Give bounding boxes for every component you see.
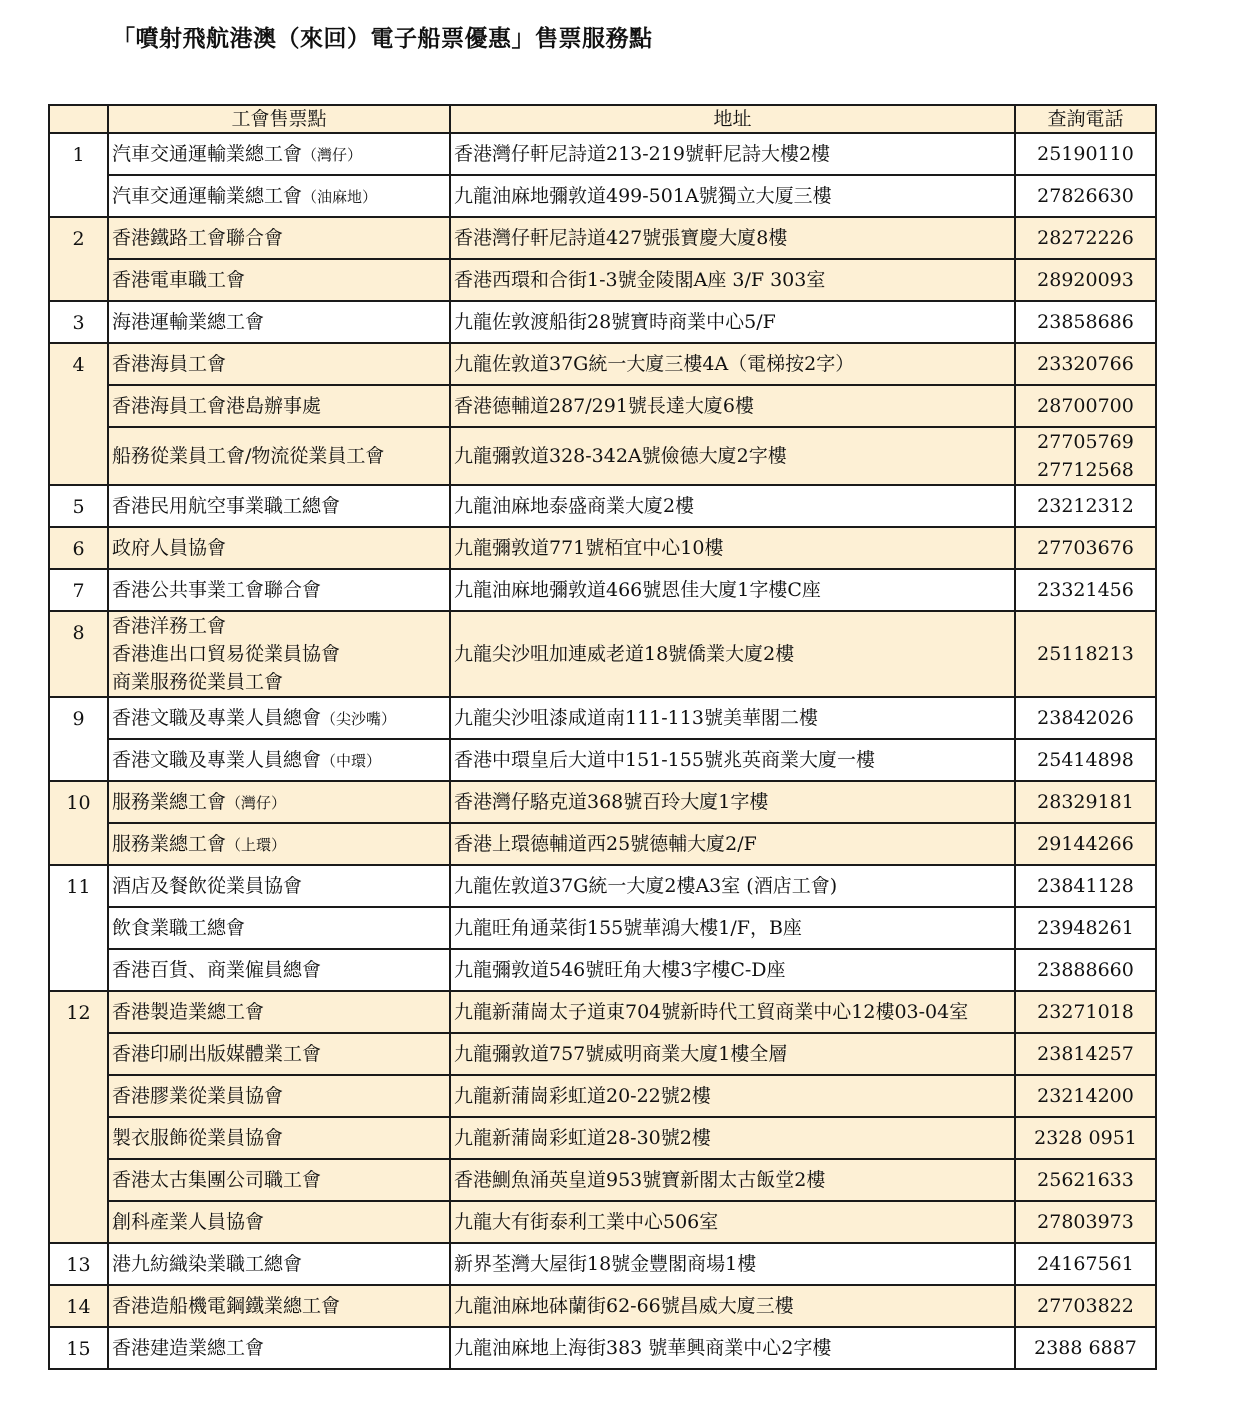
table-row [49,697,1156,739]
union-name-text: 香港民用航空事業職工總會 [112,495,341,517]
header-phone: 查詢電話 [1015,105,1156,133]
union-name-text: 製衣服飾從業員協會 [112,1127,284,1149]
table-row [49,739,1156,781]
union-name [108,1117,450,1159]
address: 香港西環和合街1-3號金陵閣A座 3/F 303室 [450,259,1015,301]
phone-number [1015,823,1156,865]
union-name [108,1327,450,1369]
phone-number [1015,1243,1156,1285]
phone-line: 25414898 [1037,749,1134,771]
union-name [108,1033,450,1075]
row-number: 4 [49,343,108,485]
union-name-text: 香港電車職工會 [112,269,246,291]
union-name [108,427,450,485]
table-row [49,1117,1156,1159]
table-row [49,343,1156,385]
union-name-text: 飲食業職工總會 [112,917,246,939]
phone-line: 23948261 [1037,917,1134,939]
row-number: 1 [49,133,108,217]
table-row [49,1285,1156,1327]
phone-number [1015,301,1156,343]
union-name-text: 香港鐵路工會聯合會 [112,227,284,249]
phone-number [1015,1327,1156,1369]
table-row [49,1075,1156,1117]
address: 九龍新蒲崗彩虹道20-22號2樓 [450,1075,1015,1117]
union-name-text: 香港文職及專業人員總會 [112,706,322,729]
union-name [108,991,450,1033]
address: 九龍尖沙咀加連威老道18號僑業大廈2樓 [450,611,1015,697]
union-name-text: 酒店及餐飲從業員協會 [112,875,303,897]
row-number: 3 [49,301,108,343]
union-name-line: 香港進出口貿易從業員協會 [112,643,341,665]
union-branch-suffix: （油麻地） [302,187,378,206]
union-name [108,1159,450,1201]
address: 香港灣仔軒尼詩道427號張寶慶大廈8樓 [450,217,1015,259]
phone-line: 27826630 [1037,185,1134,207]
phone-line: 25118213 [1037,643,1134,665]
table-row [49,1201,1156,1243]
phone-line: 27712568 [1037,459,1134,481]
phone-number [1015,781,1156,823]
table-row [49,217,1156,259]
address: 九龍佐敦渡船街28號寶時商業中心5/F [450,301,1015,343]
header-address: 地址 [450,105,1015,133]
phone-number [1015,175,1156,217]
union-name [108,781,450,823]
phone-number [1015,949,1156,991]
union-name-text: 汽車交通運輸業總工會 [112,184,303,207]
phone-number [1015,343,1156,385]
address: 香港灣仔軒尼詩道213-219號軒尼詩大樓2樓 [450,133,1015,175]
row-number: 9 [49,697,108,781]
phone-number [1015,1075,1156,1117]
union-name-text: 香港造船機電鋼鐵業總工會 [112,1295,341,1317]
phone-line: 2328 0951 [1034,1127,1137,1149]
union-branch-suffix: （上環） [226,835,287,854]
union-name-text: 香港海員工會港島辦事處 [112,395,322,417]
union-name [108,485,450,527]
union-name-text: 香港海員工會 [112,353,227,375]
table-row [49,175,1156,217]
phone-line: 29144266 [1037,833,1134,855]
phone-line: 27703676 [1037,537,1134,559]
address: 九龍油麻地彌敦道466號恩佳大廈1字樓C座 [450,569,1015,611]
phone-line: 2388 6887 [1034,1337,1137,1359]
phone-line: 25190110 [1037,143,1134,165]
phone-line: 23858686 [1037,311,1134,333]
union-name-text: 香港建造業總工會 [112,1337,265,1359]
union-name [108,1075,450,1117]
union-name [108,569,450,611]
phone-number [1015,739,1156,781]
union-name-text: 船務從業員工會/物流從業員工會 [112,445,385,467]
table-row [49,1159,1156,1201]
phone-line: 28272226 [1037,227,1134,249]
row-number: 6 [49,527,108,569]
table-row [49,991,1156,1033]
union-name [108,133,450,175]
phone-number [1015,527,1156,569]
row-number: 5 [49,485,108,527]
union-name [108,1201,450,1243]
phone-number [1015,133,1156,175]
phone-number [1015,385,1156,427]
union-branch-suffix: （中環） [321,751,382,770]
address: 九龍油麻地泰盛商業大廈2樓 [450,485,1015,527]
address: 九龍油麻地砵蘭街62-66號昌威大廈三樓 [450,1285,1015,1327]
row-number: 14 [49,1285,108,1327]
union-name-text: 香港公共事業工會聯合會 [112,579,322,601]
header-union: 工會售票點 [108,105,450,133]
table-row [49,301,1156,343]
union-name-text: 港九紡織染業職工總會 [112,1253,303,1275]
table-row [49,781,1156,823]
row-number: 10 [49,781,108,865]
union-name-text: 服務業總工會 [112,832,227,855]
union-name-text: 服務業總工會 [112,790,227,813]
phone-number [1015,427,1156,485]
table-row [49,949,1156,991]
address: 九龍油麻地上海街383 號華興商業中心2字樓 [450,1327,1015,1369]
phone-number [1015,991,1156,1033]
union-name-text: 創科產業人員協會 [112,1211,265,1233]
phone-number [1015,1117,1156,1159]
row-number: 13 [49,1243,108,1285]
row-number: 12 [49,991,108,1243]
address: 九龍彌敦道757號威明商業大廈1樓全層 [450,1033,1015,1075]
phone-line: 23842026 [1037,707,1134,729]
address: 九龍彌敦道771號栢宜中心10樓 [450,527,1015,569]
address: 九龍佐敦道37G統一大廈2樓A3室 (酒店工會) [450,865,1015,907]
phone-number [1015,611,1156,697]
phone-line: 28920093 [1037,269,1134,291]
phone-line: 24167561 [1037,1253,1134,1275]
phone-line: 28329181 [1037,791,1134,813]
phone-line: 23212312 [1037,495,1134,517]
address: 九龍彌敦道328-342A號儉德大廈2字樓 [450,427,1015,485]
address: 香港鰂魚涌英皇道953號寶新閣太古飯堂2樓 [450,1159,1015,1201]
phone-number [1015,1159,1156,1201]
phone-line: 27705769 [1037,431,1134,453]
phone-line: 23320766 [1037,353,1134,375]
phone-line: 23271018 [1037,1001,1134,1023]
phone-number [1015,865,1156,907]
union-branch-suffix: （尖沙嘴） [321,709,397,728]
header-number [49,105,108,133]
phone-number [1015,1285,1156,1327]
union-name-line: 商業服務從業員工會 [112,671,284,693]
union-name-text: 香港百貨、商業僱員總會 [112,959,322,981]
table-row [49,1033,1156,1075]
table-row [49,485,1156,527]
union-name [108,385,450,427]
union-name-text: 香港膠業從業員協會 [112,1085,284,1107]
address: 九龍旺角通菜街155號華鴻大樓1/F，B座 [450,907,1015,949]
phone-line: 23814257 [1037,1043,1134,1065]
address: 香港灣仔駱克道368號百玲大廈1字樓 [450,781,1015,823]
union-name [108,301,450,343]
row-number: 15 [49,1327,108,1369]
union-name [108,343,450,385]
table-row [49,259,1156,301]
table-row [49,385,1156,427]
union-name [108,527,450,569]
union-name-text: 香港文職及專業人員總會 [112,748,322,771]
table-row [49,823,1156,865]
phone-number [1015,697,1156,739]
address: 九龍彌敦道546號旺角大樓3字樓C-D座 [450,949,1015,991]
table-row [49,907,1156,949]
table-row [49,569,1156,611]
address: 九龍大有街泰利工業中心506室 [450,1201,1015,1243]
address: 新界荃灣大屋街18號金豐閣商場1樓 [450,1243,1015,1285]
phone-number [1015,259,1156,301]
address: 九龍新蒲崗彩虹道28-30號2樓 [450,1117,1015,1159]
union-name [108,611,450,697]
ticket-outlet-table [48,104,1157,1370]
union-name [108,907,450,949]
union-name [108,739,450,781]
union-name [108,1285,450,1327]
row-number: 8 [49,611,108,697]
table-row [49,427,1156,485]
table-row [49,1327,1156,1369]
address: 九龍新蒲崗太子道東704號新時代工貿商業中心12樓03-04室 [450,991,1015,1033]
union-name-line: 香港洋務工會 [112,615,227,637]
phone-number [1015,485,1156,527]
row-number: 11 [49,865,108,991]
table-row [49,1243,1156,1285]
union-branch-suffix: （灣仔） [226,793,287,812]
union-name [108,865,450,907]
union-name [108,217,450,259]
phone-line: 23888660 [1037,959,1134,981]
union-name [108,175,450,217]
phone-line: 23321456 [1037,579,1134,601]
union-name [108,823,450,865]
union-name-text: 香港太古集團公司職工會 [112,1169,322,1191]
union-name-text: 汽車交通運輸業總工會 [112,142,303,165]
phone-line: 28700700 [1037,395,1134,417]
table-row [49,133,1156,175]
header-row [49,105,1156,133]
union-name [108,697,450,739]
table-row [49,611,1156,697]
union-name-text: 香港印刷出版媒體業工會 [112,1043,322,1065]
phone-line: 23214200 [1037,1085,1134,1107]
address: 九龍尖沙咀漆咸道南111-113號美華閣二樓 [450,697,1015,739]
row-number: 2 [49,217,108,301]
phone-number [1015,217,1156,259]
phone-number [1015,1201,1156,1243]
table-row [49,865,1156,907]
table-row [49,527,1156,569]
table-body [49,133,1156,1369]
union-name [108,259,450,301]
union-name-text: 海港運輸業總工會 [112,311,265,333]
phone-line: 27703822 [1037,1295,1134,1317]
page-title: 「噴射飛航港澳（來回）電子船票優惠」售票服務點 [112,26,653,52]
phone-number [1015,569,1156,611]
phone-line: 23841128 [1037,875,1134,897]
row-number: 7 [49,569,108,611]
phone-number [1015,907,1156,949]
address: 香港上環德輔道西25號德輔大廈2/F [450,823,1015,865]
union-name-text: 香港製造業總工會 [112,1001,265,1023]
address: 九龍油麻地彌敦道499-501A號獨立大厦三樓 [450,175,1015,217]
union-name-text: 政府人員協會 [112,537,227,559]
phone-line: 27803973 [1037,1211,1134,1233]
address: 香港中環皇后大道中151-155號兆英商業大廈一樓 [450,739,1015,781]
phone-number [1015,1033,1156,1075]
union-branch-suffix: （灣仔） [302,145,363,164]
address: 九龍佐敦道37G統一大廈三樓4A（電梯按2字） [450,343,1015,385]
union-name [108,949,450,991]
address: 香港德輔道287/291號長達大廈6樓 [450,385,1015,427]
union-name [108,1243,450,1285]
phone-line: 25621633 [1037,1169,1134,1191]
